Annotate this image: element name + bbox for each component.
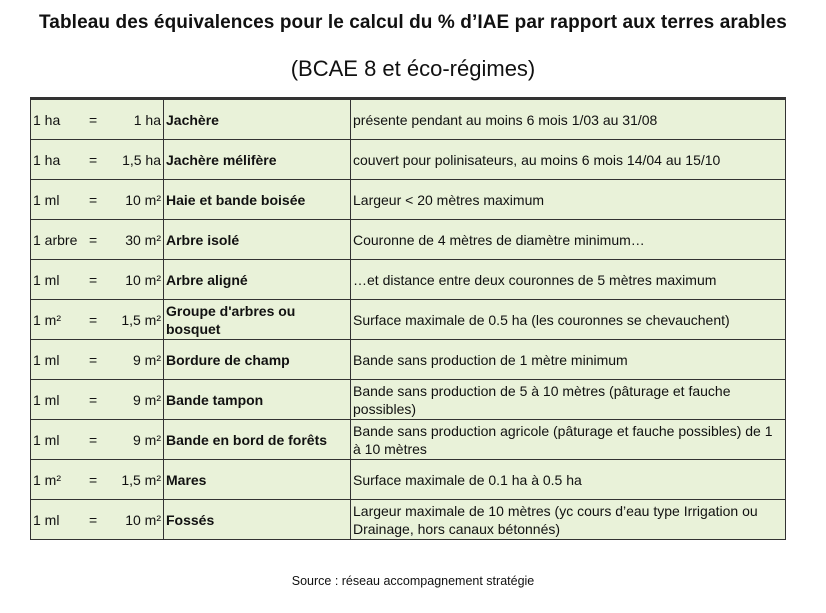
- table-row: [31, 500, 786, 540]
- element-description: Largeur < 20 mètres maximum: [351, 180, 786, 220]
- table-row: [31, 99, 786, 140]
- equals-sign: =: [88, 111, 98, 128]
- source-note: Source : réseau accompagnement stratégie: [291, 574, 535, 588]
- equivalent-value: 9 m²: [133, 351, 161, 368]
- page-subtitle: (BCAE 8 et éco-régimes): [290, 56, 536, 81]
- equivalent-value: 1 ha: [133, 111, 161, 128]
- element-description: Largeur maximale de 10 mètres (yc cours d’eau type Irrigation ou Drainage, hors canaux bétonnés): [351, 500, 786, 540]
- equivalence-cell: [31, 140, 164, 180]
- equivalent-value: 1,5 m²: [121, 471, 161, 488]
- equivalence-cell: [31, 260, 164, 300]
- table-row: [31, 140, 786, 180]
- quantity: 1 ha: [33, 151, 61, 168]
- element-type: Bordure de champ: [164, 340, 351, 380]
- equivalence-cell: [31, 500, 164, 540]
- element-type: Haie et bande boisée: [164, 180, 351, 220]
- element-description: Surface maximale de 0.5 ha (les couronnes se chevauchent): [351, 300, 786, 340]
- quantity: 1 ml: [33, 271, 60, 288]
- quantity: 1 m²: [33, 471, 61, 488]
- element-type: Arbre aligné: [164, 260, 351, 300]
- table-row: [31, 180, 786, 220]
- equivalence-cell: [31, 180, 164, 220]
- element-type: Jachère mélifère: [164, 140, 351, 180]
- equals-sign: =: [88, 511, 98, 528]
- equals-sign: =: [88, 311, 98, 328]
- element-description: Bande sans production agricole (pâturage et fauche possibles) de 1 à 10 mètres: [351, 420, 786, 460]
- table-row: [31, 380, 786, 420]
- equivalent-value: 9 m²: [133, 391, 161, 408]
- quantity: 1 arbre: [33, 231, 78, 248]
- equivalent-value: 10 m²: [125, 271, 161, 288]
- quantity: 1 ml: [33, 431, 60, 448]
- element-description: Bande sans production de 5 à 10 mètres (pâturage et fauche possibles): [351, 380, 786, 420]
- quantity: 1 ml: [33, 191, 60, 208]
- equals-sign: =: [88, 471, 98, 488]
- element-description: Couronne de 4 mètres de diamètre minimum…: [351, 220, 786, 260]
- table-row: [31, 460, 786, 500]
- element-type: Fossés: [164, 500, 351, 540]
- equivalence-table: [30, 97, 786, 540]
- quantity: 1 ml: [33, 391, 60, 408]
- page-title: Tableau des équivalences pour le calcul du % d’IAE par rapport aux terres arables: [39, 12, 787, 33]
- element-type: Groupe d'arbres ou bosquet: [164, 300, 351, 340]
- element-type: Bande tampon: [164, 380, 351, 420]
- equivalence-cell: [31, 340, 164, 380]
- table-row: [31, 220, 786, 260]
- element-type: Bande en bord de forêts: [164, 420, 351, 460]
- quantity: 1 ha: [33, 111, 61, 128]
- table-row: [31, 260, 786, 300]
- equivalence-cell: [31, 99, 164, 140]
- element-type: Arbre isolé: [164, 220, 351, 260]
- equivalent-value: 1,5 ha: [122, 151, 161, 168]
- table-row: [31, 420, 786, 460]
- equals-sign: =: [88, 191, 98, 208]
- element-type: Mares: [164, 460, 351, 500]
- equivalent-value: 10 m²: [125, 191, 161, 208]
- quantity: 1 ml: [33, 351, 60, 368]
- equivalence-cell: [31, 420, 164, 460]
- element-description: présente pendant au moins 6 mois 1/03 au 31/08: [351, 99, 786, 140]
- equals-sign: =: [88, 431, 98, 448]
- equivalent-value: 9 m²: [133, 431, 161, 448]
- element-description: Surface maximale de 0.1 ha à 0.5 ha: [351, 460, 786, 500]
- equivalent-value: 30 m²: [125, 231, 161, 248]
- equals-sign: =: [88, 231, 98, 248]
- element-description: …et distance entre deux couronnes de 5 mètres maximum: [351, 260, 786, 300]
- equivalent-value: 1,5 m²: [121, 311, 161, 328]
- equivalence-cell: [31, 380, 164, 420]
- equivalence-cell: [31, 220, 164, 260]
- equals-sign: =: [88, 351, 98, 368]
- element-type: Jachère: [164, 99, 351, 140]
- equals-sign: =: [88, 151, 98, 168]
- equivalence-cell: [31, 460, 164, 500]
- quantity: 1 m²: [33, 311, 61, 328]
- equals-sign: =: [88, 391, 98, 408]
- equivalence-cell: [31, 300, 164, 340]
- equivalent-value: 10 m²: [125, 511, 161, 528]
- element-description: couvert pour polinisateurs, au moins 6 mois 14/04 au 15/10: [351, 140, 786, 180]
- equals-sign: =: [88, 271, 98, 288]
- table-row: [31, 300, 786, 340]
- quantity: 1 ml: [33, 511, 60, 528]
- element-description: Bande sans production de 1 mètre minimum: [351, 340, 786, 380]
- table-row: [31, 340, 786, 380]
